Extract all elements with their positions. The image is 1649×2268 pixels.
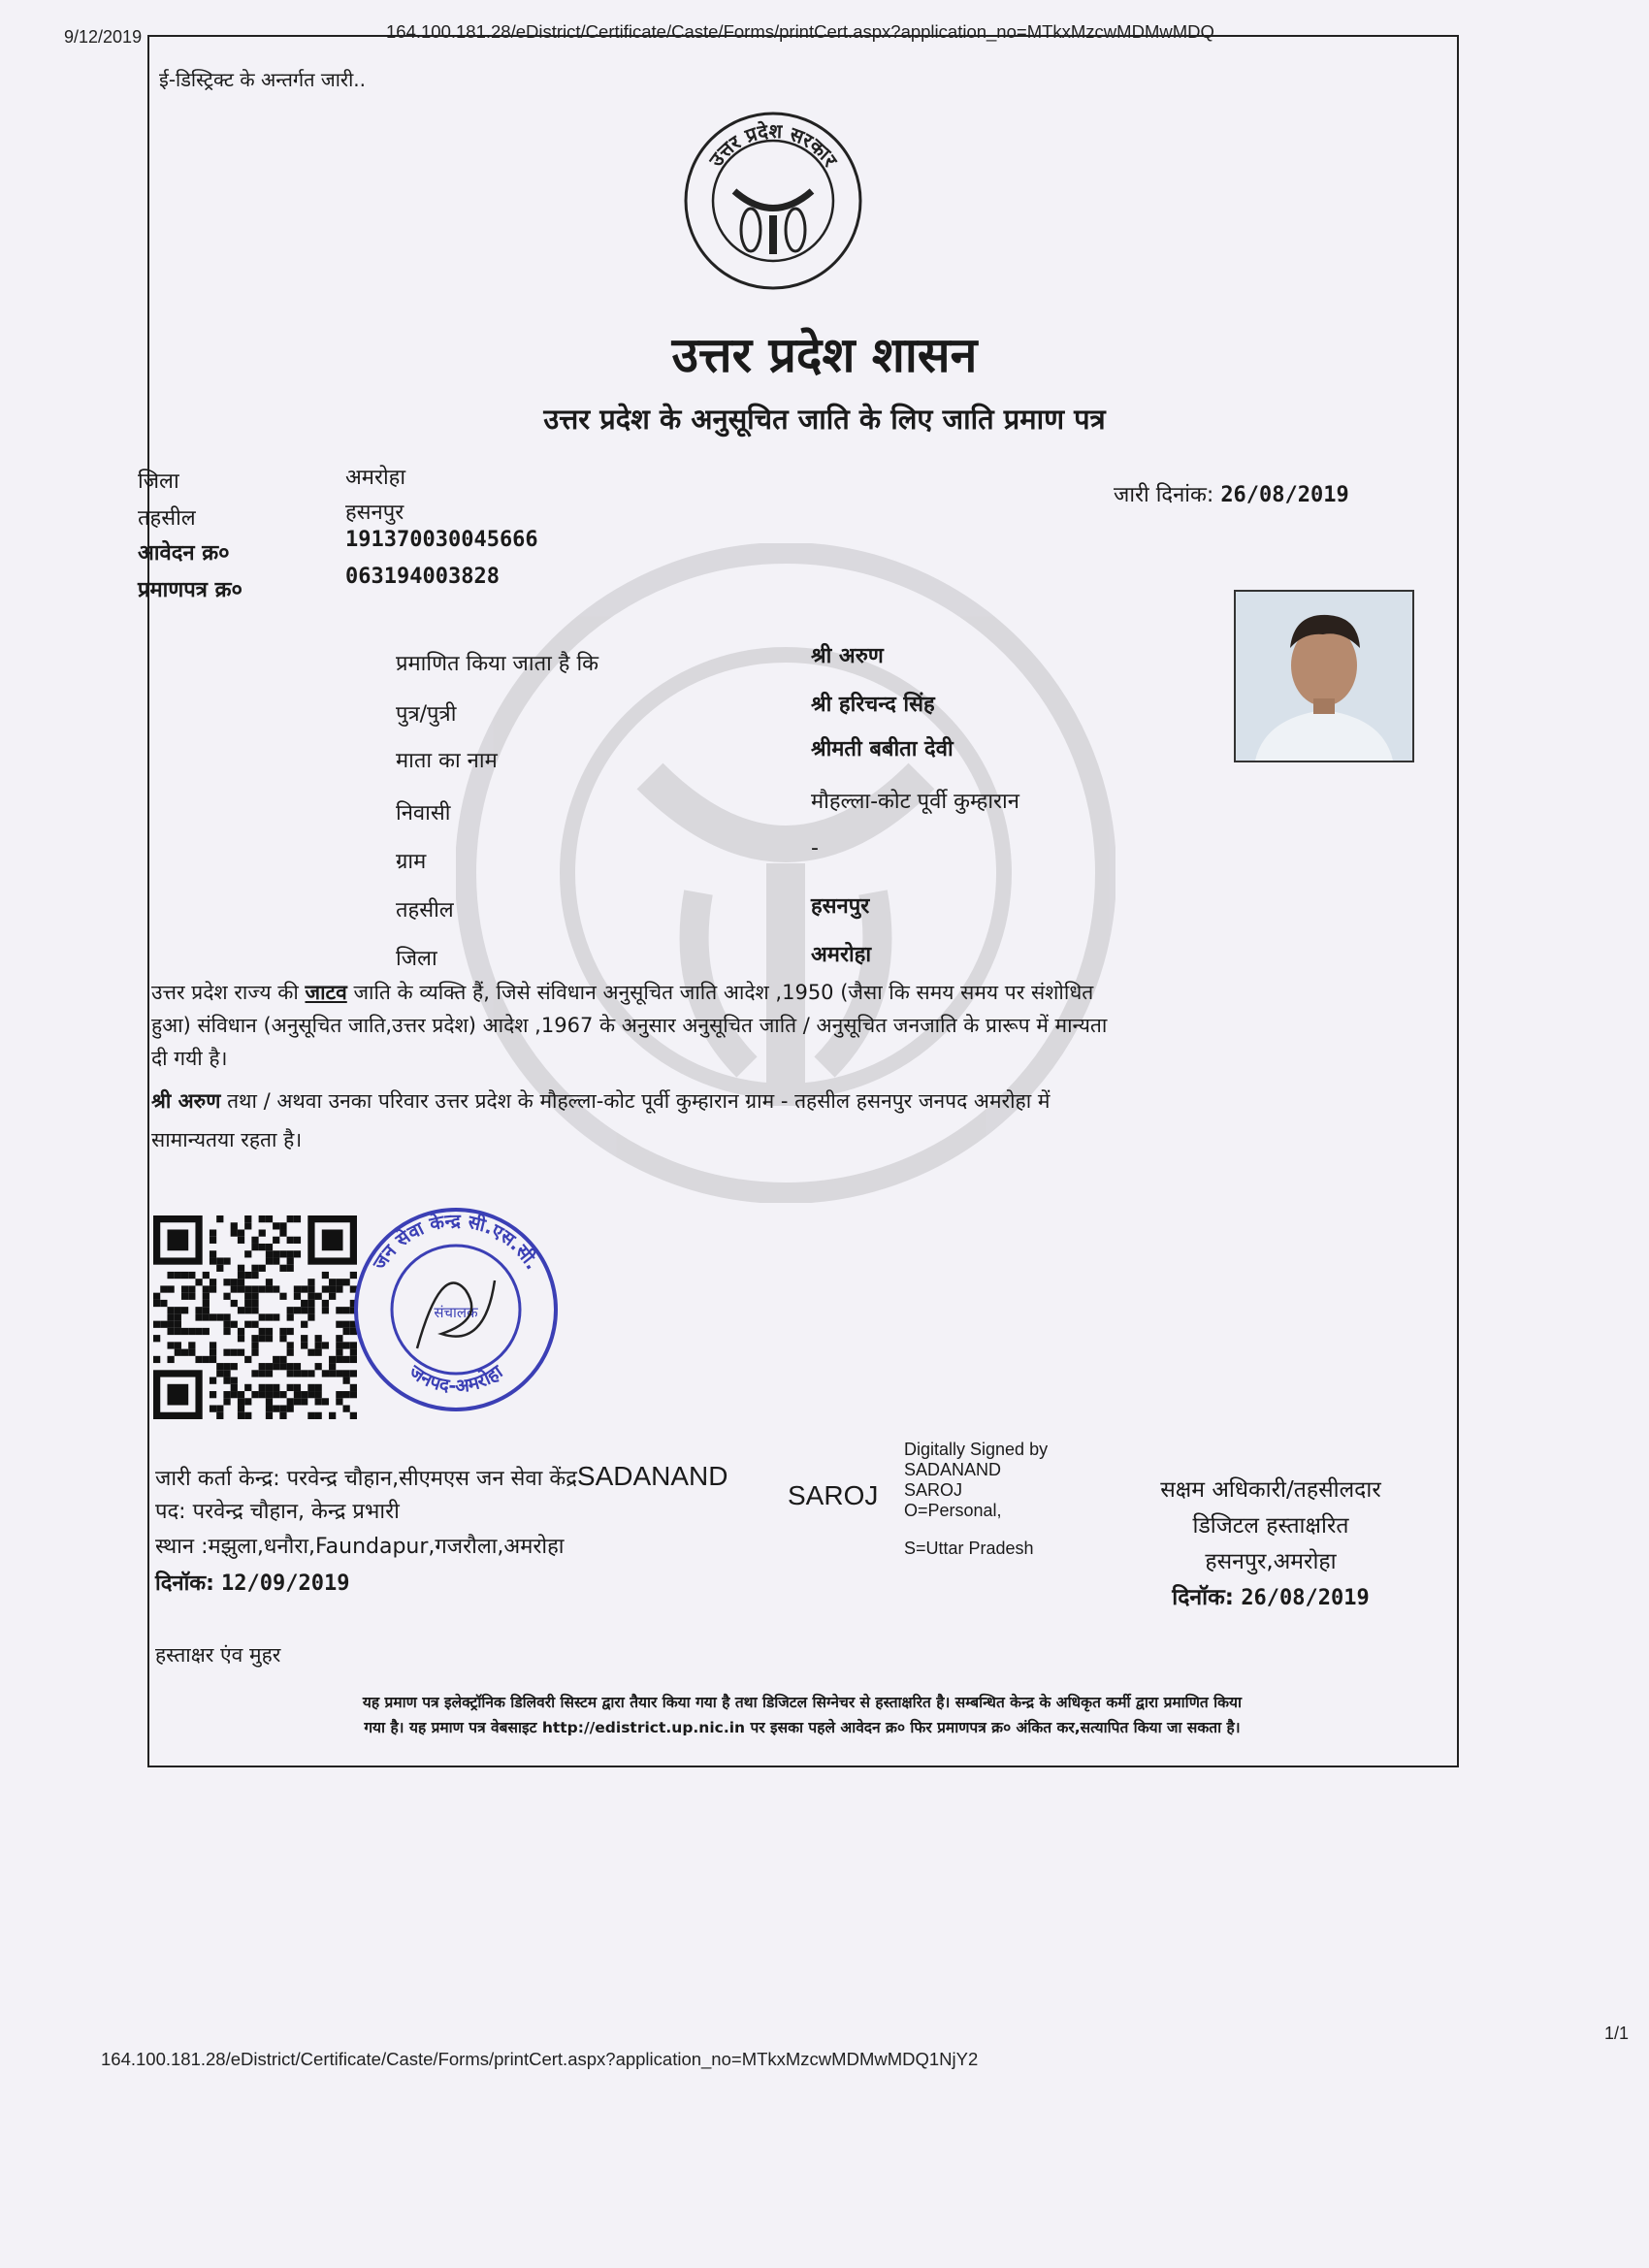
issue-date-value: 26/08/2019	[1220, 483, 1349, 507]
issuer-date-value: 12/09/2019	[220, 1571, 350, 1596]
authority-line2: डिजिटल हस्ताक्षरित	[1192, 1513, 1349, 1539]
svg-text:जन सेवा केन्द्र सी.एस.सी.	[369, 1211, 543, 1275]
print-url-bottom: 164.100.181.28/eDistrict/Certificate/Caste/Forms/printCert.aspx?application_no=MTkxMzcwMDMwMDQ1NjY2	[101, 2049, 979, 2069]
authority-date-label: दिनॉक:	[1172, 1585, 1234, 1610]
page-count: 1/1	[1604, 2024, 1630, 2043]
sign-seal-label: हस्ताक्षर एंव मुहर	[155, 1643, 281, 1667]
detail-value: श्री अरुण	[811, 644, 884, 668]
emblem-arc-text: उत्तर प्रदेश सरकार	[703, 118, 843, 172]
detail-label: ग्राम	[396, 850, 427, 874]
stamp-bottom-text: जनपद-अमरोहा	[404, 1361, 507, 1398]
dsig-line4: O=Personal,	[904, 1501, 1002, 1520]
certificate-number-label: प्रमाणपत्र क्र०	[138, 578, 242, 602]
para1-suffix: जाति के व्यक्ति हैं, जिसे संविधान अनुसूचित जाति आदेश ,1950 (जैसा कि समय समय पर संशोधित	[346, 981, 1094, 1004]
caste-name: जाटव	[305, 981, 347, 1004]
para2-line2: सामान्यतया रहता है।	[151, 1128, 303, 1151]
detail-label: प्रमाणित किया जाता है कि	[396, 652, 599, 676]
footer-line1: यह प्रमाण पत्र इलेक्ट्रॉनिक डिलिवरी सिस्टम द्वारा तैयार किया गया है तथा डिजिटल सिग्नेचर से हस्ताक्षरित है। सम्बन्धित केन्द्र के अधिकृत कर्मी द्वारा प्रमाणित किया	[362, 1694, 1243, 1711]
dsig-line2: SADANAND	[904, 1460, 1002, 1479]
digital-signature-block	[904, 1440, 1048, 1559]
issuer-place: स्थान :मझुला,धनौरा,Faundapur,गजरौला,अमरोहा	[155, 1535, 565, 1559]
person-photo-icon	[1236, 592, 1412, 761]
detail-label: पुत्र/पुत्री	[396, 702, 457, 727]
print-date: 9/12/2019	[64, 27, 143, 47]
detail-value: हसनपुर	[811, 894, 870, 919]
issuer-date	[155, 1568, 349, 1597]
para1-line3: दी गयी है।	[151, 1047, 228, 1070]
certificate-title: उत्तर प्रदेश शासन	[671, 326, 978, 383]
para2-name: श्री अरुण	[151, 1089, 221, 1113]
detail-value: मौहल्ला-कोट पूर्वी कुम्हारान	[811, 790, 1019, 814]
detail-value: श्रीमती बबीता देवी	[811, 737, 954, 761]
stamp-top-text: जन सेवा केन्द्र सी.एस.सी.	[369, 1210, 543, 1274]
para1-line2: हुआ) संविधान (अनुसूचित जाति,उत्तर प्रदेश) आदेश ,1967 के अनुसार अनुसूचित जाति / अनुसूचित जनजाति के प्रारूप में मान्यता	[151, 1014, 1108, 1037]
dsig-line3: SAROJ	[904, 1480, 963, 1500]
district-label: जिला	[138, 470, 179, 494]
detail-label: माता का नाम	[396, 749, 498, 773]
signer-name-large-1: SADANAND	[576, 1461, 728, 1491]
dsig-line5: S=Uttar Pradesh	[904, 1539, 1034, 1558]
application-label: आवेदन क्र०	[138, 541, 230, 566]
detail-label: तहसील	[396, 898, 454, 923]
authority-block	[1116, 1473, 1426, 1616]
detail-label: जिला	[396, 947, 437, 971]
certificate-subtitle: उत्तर प्रदेश के अनुसूचित जाति के लिए जाति प्रमाण पत्र	[543, 403, 1106, 436]
authority-line1: सक्षम अधिकारी/तहसीलदार	[1160, 1477, 1381, 1503]
print-url-top: 164.100.181.28/eDistrict/Certificate/Caste/Forms/printCert.aspx?application_no=MTkxMzcwMDMwMDQ	[386, 21, 1214, 42]
footer-line2: गया है। यह प्रमाण पत्र वेबसाइट http://edistrict.up.nic.in पर इसका पहले आवेदन क्र० फिर प्रमाणपत्र क्र० अंकित कर,सत्यापित किया जा सकता है।	[364, 1719, 1241, 1736]
up-govt-emblem-icon	[681, 109, 865, 293]
certificate-number: 063194003828	[345, 565, 500, 589]
issuer-date-label: दिनॉक:	[155, 1571, 214, 1596]
residence-paragraph	[151, 1085, 1432, 1156]
tehsil-label: तहसील	[138, 506, 196, 531]
application-number: 191370030045666	[345, 528, 538, 552]
csc-stamp-icon	[349, 1203, 563, 1416]
stamp-center-text: संचालक	[434, 1304, 478, 1321]
authority-line3: हसनपुर,अमरोहा	[1205, 1549, 1337, 1574]
issue-date	[1114, 479, 1349, 508]
signer-name-large-2: SAROJ	[788, 1480, 879, 1510]
detail-value: अमरोहा	[811, 943, 872, 967]
authority-date-value: 26/08/2019	[1241, 1586, 1370, 1610]
footer-note	[155, 1690, 1449, 1740]
svg-text:जनपद-अमरोहा	[404, 1360, 507, 1397]
detail-label: निवासी	[396, 801, 451, 826]
issue-date-label: जारी दिनांक:	[1114, 483, 1214, 507]
edistrict-note: ई-डिस्ट्रिक्ट के अन्तर्गत जारी..	[159, 68, 366, 91]
dsig-line1: Digitally Signed by	[904, 1440, 1049, 1459]
issuer-center-line: जारी कर्ता केन्द्र: परवेन्द्र चौहान,सीएमएस जन सेवा केंद्र	[155, 1467, 577, 1491]
applicant-photo	[1234, 590, 1414, 762]
para2-text: तथा / अथवा उनका परिवार उत्तर प्रदेश के मौहल्ला-कोट पूर्वी कुम्हारान ग्राम - तहसील हसनपुर जनपद अमरोहा में	[220, 1089, 1051, 1113]
district-value: अमरोहा	[345, 466, 406, 490]
para1-prefix: उत्तर प्रदेश राज्य की	[151, 981, 306, 1004]
issuer-center	[155, 1461, 728, 1492]
caste-paragraph	[151, 976, 1432, 1075]
issuer-post: पद: परवेन्द्र चौहान, केन्द्र प्रभारी	[155, 1500, 400, 1524]
detail-value: -	[811, 836, 819, 860]
tehsil-value: हसनपुर	[345, 501, 404, 525]
detail-value: श्री हरिचन्द सिंह	[811, 693, 935, 717]
qr-code-icon	[153, 1215, 357, 1419]
